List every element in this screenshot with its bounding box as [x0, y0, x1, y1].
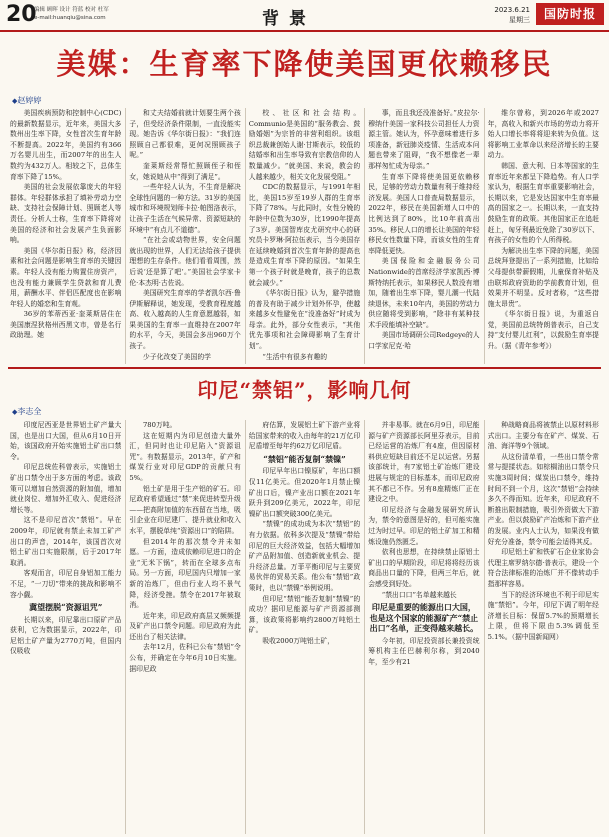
article1-column [368, 108, 479, 364]
date-text: 2023.6.21 [494, 6, 530, 14]
section-divider [8, 367, 601, 369]
paragraph: 生育率下降将使美国更依赖移民，足够的劳动力数量有利于维持经济发展。美国人口普查局数据显示，2022年，移民在美国新增人口中的比例达到了80%，比10年前高出35%。移民人口的增长让美国的年轻移民女性数量下降，而该女性的生育率降低更快。 [368, 172, 480, 255]
section-title: 背景 [262, 9, 316, 29]
paragraph: 美国《华尔街日报》称，经济因素和社会问题是影响生育率的关键因素。年轻人没有能力购置住房资产，也没有能力兼顾学生贷款和育儿费用，薪酬水平、伴侣匹配度也在影响年轻人的婚恋和生育观。 [10, 246, 122, 308]
paragraph: 印尼铝土矿和铁矿石企业家协会代理主席罗纳尔德·普表示，建设一个符合法律标准的冶炼厂并不像转动手指那样容易。 [487, 548, 599, 588]
article2-column [129, 420, 240, 834]
article1-byline: ◆ 赵婷婷 [12, 95, 41, 106]
page-number: 20 [6, 2, 37, 27]
paragraph: 韩国、意大利、日本等国家的生育率近年来都呈下降趋势。有人口学家认为，根据生育率重要影响社会，长期以来，它是发达国家中生育率最高的国家之一。长期以来，一直支持鼓励生育的政策。其他国家正在追赶赶上，匈牙利最近免除了30岁以下、有孩子的女性的个人所得税。 [487, 161, 599, 245]
paragraph: 当下的经济环境也不利于印尼实施“禁铝”。今年，印尼下调了明年经济增长目标：保留5.7%的预期增长上限，但将下限由5.3%调低至5.1%。（据中国新闻网） [487, 590, 599, 641]
article1-column [129, 108, 240, 364]
column-rule [364, 420, 365, 834]
paragraph: 和丈夫结婚前就计划要生两个孩子，但受经济条件限制，一直没能实现。她告诉《华尔街日报》：“我们连照顾自己都很难，更何况照顾孩子呢。” [129, 109, 241, 160]
paragraph: 吸收2000万吨铝土矿， [262, 636, 335, 645]
article2-column [249, 420, 360, 834]
article2-headline: 印尼“禁铝”，影响几何 [197, 378, 412, 402]
paragraph: CDC的数据显示，与1991年相比，美国15岁至19岁人群的生育率下降了78%。与此同时，女性分娩的年龄中位数为30岁，比1990年提高了3岁。美国智库皮尤研究中心的研究员卡罗琳·阿拉伍表示，当今美国存在延续晚婚到首次生育年龄的提高也是造成生育率下降的原因。“如果生第一个孩子时就是晚育，孩子的总数就会减少。” [248, 183, 361, 287]
column-rule [125, 108, 126, 364]
paragraph: 校、社区和社会结构。Communio是美国的“服务教会、鼓励婚姻”为宗旨的非营利组织。该组织总裁兼创始人谢·甘斯表示，较低的结婚率和出生率导致有宗教信仰的人数量减少。“就美国、来说，教会的人越来越少，相关文化发展受阻。” [248, 109, 361, 181]
paragraph: 去年12月，佐科已公布“禁铝”令公布，并确定在今年6月10日实施。据印尼政 [129, 643, 241, 673]
column-rule [484, 420, 485, 834]
paragraph: 美国疾病预防和控制中心(CDC)的最新数据显示，近年来，美国大多数州出生率下降，女性首次生育年龄不断提高。2022年，美国约有366万名婴儿出生，而2007年的出生人数约为432万人。相较之下，总体生育率下降了15%。 [10, 109, 122, 181]
column-rule [245, 108, 246, 364]
paragraph: 维尔曾称，到2026年或2027年，高收入和新兴市场的劳动力将开始人口增长率将将迎来转为负值。这将影响工业革命以来经济增长的主要动力。 [487, 109, 599, 160]
email-line: e-mail:huanqiu@sina.com [34, 15, 106, 21]
column-rule [125, 420, 126, 834]
paragraph: 《华尔街日报》说，为重返自觉，美国前总统特朗普表示，自己支持“支付婴儿红利”，以鼓励生育率提升。（据《青年参考》） [487, 310, 599, 351]
article2-column [368, 420, 479, 834]
paragraph: 从这份清单看，一些出口禁令常常与提揉状态。如棕榈油出口禁令只实施3周时间；煤炭出口禁令，维持时间不到一个月，这次“禁铝”会持续多久不得而知。近年来，印尼政府不断推出限制措施，吸引外资做大下游产业。但以鼓励矿产冶炼和下游产业的发展。业内人士认为，如果没有做好充分准备，禁令可能会适得其反。 [487, 452, 599, 546]
subheading: 印尼是重要的能源出口大国，也是这个国家的能源矿产“禁止出口”名单，正变得越来越长。 [369, 602, 479, 634]
paragraph: “在社会或动物世界，安全问题就出现的世界，人们无法给孩子提供理想的生存条件。他们看看周围，然后说‘还是算了吧’。”美国社会学家卡伦·本杰明·古佐说。 [129, 236, 241, 287]
paragraph: 美国的社会发展依靠庞大的年轻群体。年轻群体承担了填补劳动力空缺、支持社会保障计划、照顾老人等责任。分析人士称，生育率下降将对美国的经济和社会发展产生负面影响。 [10, 183, 122, 245]
article2-column [488, 420, 599, 834]
paragraph: 为解决出生率下降的问题，美国总统拜登提出了一系列措施，比如给父母提供带薪假期，儿童保育补贴及由联邦政府资助的学前教育计划，但效果并不明显。反对者称，“这些措施太昂贵”。 [487, 246, 599, 308]
paragraph: 印尼经济与金融发展研究所认为，禁令的意图是好的，但可能实施过为时过早。印尼的铝土矿加工和精炼设施仍然匮乏。 [368, 505, 480, 546]
paragraph: 奎莱斯经常帮忙照顾侄子和侄女，她说她从中“得到了满足”。 [129, 161, 241, 181]
paragraph: 种战略商品将被禁止以原材料形式出口。主要分布在矿产、煤炭、石油、海洋等9个领域。 [487, 421, 599, 451]
paragraph: 美国研究生育率的学者凯尔西·鲁伊斯解释说，她发现，受教育程度越高、收入越高的人生育意愿越弱，如果美国的生育率一直维持在2007年的水平，今天，美国会多出960万个孩子。 [129, 289, 241, 351]
paragraph: 印度尼西亚是世界铝土矿产量大国，也是出口大国，但从6月10日开始，该国政府开始实施铝土矿出口禁令。 [10, 421, 122, 461]
weekday-text: 星期三 [509, 16, 530, 24]
paragraph: “禁出口口”名单越来越长 [381, 590, 457, 599]
paragraph: 美国市场调研公司Redgeye的人口学家尼克·哈 [368, 331, 480, 351]
paragraph: 但2014年的那次禁令并未如愿。一方面，造成依赖印尼进口的企业“无米下锅”，转而在全球多点布局。另一方面，印尼国内只增加一家新的冶炼厂，但由行业人均不景气降，经济受挫。禁令在2017年被取消。 [129, 537, 241, 610]
paragraph: 但印尼“禁铝”能否复制“禁镍”的成功？据印尼能源与矿产资源部测算，该政策将影响约2800万吨铝土矿。 [248, 594, 361, 635]
editor-credits [34, 6, 109, 22]
paragraph: 印尼早年出口镍原矿，年出口额仅11亿美元。但2020年1月禁止镍矿出口后，镍产业出口额在2021年跃升到209亿美元，2022年，印尼镍矿出口额突破300亿美元。 [248, 467, 361, 518]
column-rule [484, 108, 485, 364]
article1-column [249, 108, 360, 364]
article1-headline: 美媒：生育率下降使美国更依赖移民 [56, 47, 553, 81]
paragraph: 这不是印尼首次“禁铝”。早在2009年，印尼就有禁止未加工矿产出口的声音，2014年，该国首次对铝土矿出口实施限制，后于2017年取消。 [10, 516, 122, 567]
issue-date [470, 5, 530, 25]
article2-byline: ◆ 李志全 [12, 406, 41, 417]
column-rule [364, 108, 365, 364]
subheading: 冀望摆脱“资源诅咒” [29, 602, 103, 613]
article2-column [10, 420, 121, 834]
editor-line: 编辑 顾晖 设计 符蓝 校对 杜军 [34, 7, 109, 13]
paragraph: 《华尔街日报》认为，避孕措施的普及有助于减少计划外怀孕，使越来越多女性避免在“没准备好”时成为母亲。此外，部分女性表示，“其他优先事项和社会障碍影响了生育计划”。 [248, 289, 361, 351]
paragraph: 这在短期内为印尼创造大量外汇，但同时也让印尼陷入“资源诅咒”。有数据显示，2013年，矿产和煤炭行业对印尼GDP的贡献只有5%。 [129, 431, 241, 482]
paragraph: 府估算，发展铝土矿下游产业将给国家带来的收入由每年的21万亿印尼盾增至每年约62万亿印尼盾。 [248, 421, 361, 451]
paragraph: 并非易事。就在6月9日，印尼能源与矿产资源部长阿里芬表示，目前已经运营的冶炼厂有4座，但因原材料供应短缺目前还不足以运营。另据该部统计，有7家铝土矿冶炼厂建设进展与规定的目标基本，而印尼政府其不都已不作。另有8座精炼厂正在建设之中。 [368, 421, 480, 504]
paragraph: 780万吨。 [142, 421, 177, 429]
article1-column [488, 108, 599, 364]
paragraph: 今年初，印尼投资部长兼投资统筹机构主任巴赫利尔称，到2040年，至少有21 [368, 636, 480, 667]
paragraph: 依利也思想，在持续禁止原铝土矿出口的早期阶段，印尼将将经历该商品出口量的下降，但两三年后，就会感受到好处。 [368, 548, 480, 588]
paper-logo: 国防时报 [536, 3, 604, 25]
paragraph: 少子化改变了美国的学 [142, 352, 211, 361]
paragraph: 36岁的苯蒂西亚·奎莱斯居住在美国康涅狄格州西黑文市，曾是名行政助理。她 [10, 310, 122, 340]
subheading: “禁铝”能否复制“禁镍” [263, 453, 346, 464]
paragraph: 美国保险和金融服务公司Nationwide的首席经济学家凯西·博斯特纳托表示，如果移民人数没有增加，随着出生率下降，婴儿潮一代陆续退休，未来10年内，美国的劳动力供应随将受到影响，“除非有某种技术手段能填补空缺”。 [368, 257, 480, 329]
paragraph: 一些年轻人认为，不生育是解决全球性问题的一种方法。31岁的美国城市和环境规划师卡拉·帕图洛表示，让孩子生活在气候异常、资源短缺的环境中“有点儿不道德”。 [129, 183, 241, 234]
paragraph: 铝土矿是用于生产铝的矿石。印尼政府希望通过“禁”来促进转型升级——把高附加值的东西留在当地，吸引企业在印尼建厂、提升就业和收入水平，摆脱单纯“资源出口”的陷阱。 [129, 484, 241, 535]
paragraph: 客观而言，印尼自身铝加工能力不足，“一刀切”带来的挑战和影响不容小觑。 [10, 569, 122, 599]
paragraph: 近年来，印尼政府高层又频频提及矿产出口禁令问题。印尼政府为此还出台了相关法律。 [129, 611, 241, 641]
paragraph: “禁镍”的成功成为本次“禁铝”的有力依据。依科多次提及“禁镍”带给印尼的巨大经济效益，包括大幅增加矿产品附加值、创造新就业机会、提升经济总量。万菲平衡印尼与主要贸易伙伴的贸易关系。他公布“禁铝”政策时，也以“禁镍”举例说明。 [248, 520, 361, 592]
article1-column [10, 108, 121, 364]
paragraph: 事，而且我还没准备好。”皮拉尔·穆纳什美国一家科技公司担任人力资源主管。她认为，怀孕意味着进行多项准备，新冠肺炎疫情、生活成本问题也带来了阻碍，“我不想像老一辈那样匆忙成为母亲。” [368, 109, 480, 170]
paragraph: 印尼总统佐科曾表示，实施铝土矿出口禁令出于多方面的考虑。该政策可以增加自然资源的附加值，增加就业岗位、增加外汇收入、促进经济增长等。 [10, 463, 122, 514]
column-rule [245, 420, 246, 834]
paragraph: “生活中有很多有趣的 [262, 352, 328, 361]
paragraph: 长期以来，印尼靠出口原矿产品获利，它为数据显示，2022年，印尼铝土矿产量为2770万吨，但国内仅吸收 [10, 615, 122, 656]
page-header [0, 0, 609, 32]
